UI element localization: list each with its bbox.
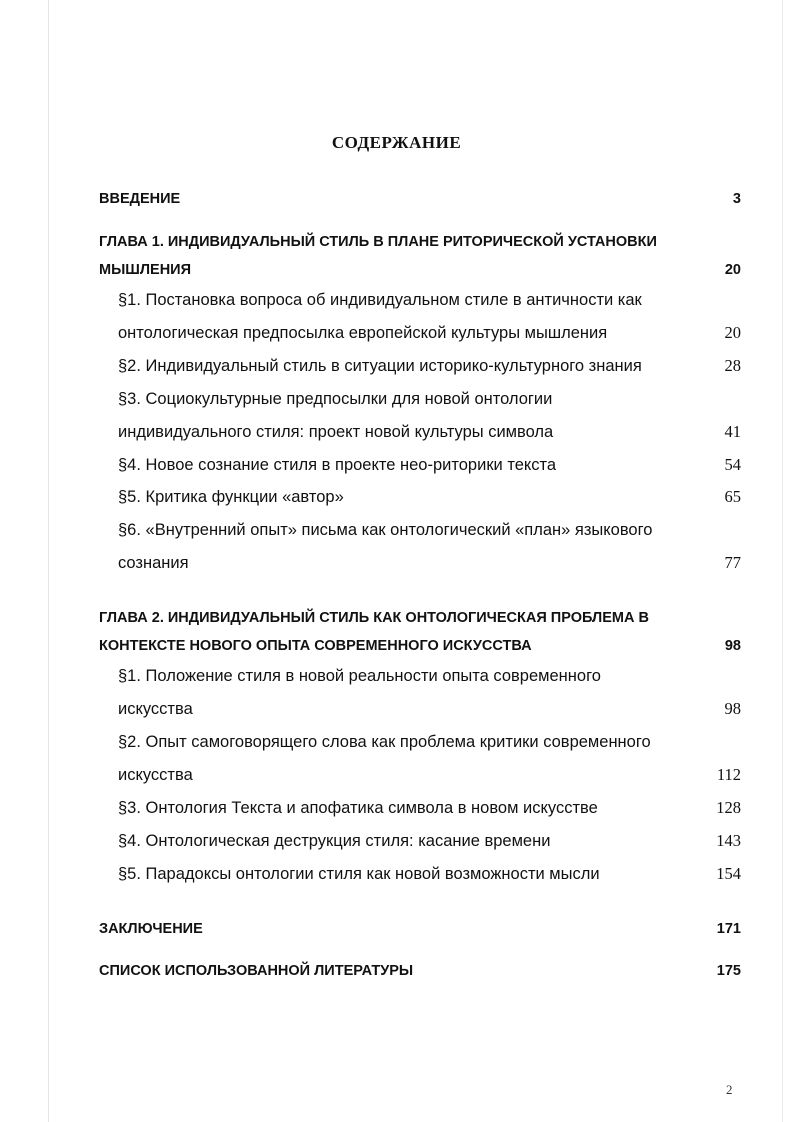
toc-page-number: 154 [716, 864, 741, 883]
toc-label: §1. Положение стиля в новой реальности опыта современного [118, 667, 601, 685]
toc-page-number: 28 [724, 356, 741, 375]
toc-label: МЫШЛЕНИЯ [99, 262, 192, 278]
scan-edge-left [48, 0, 49, 1122]
toc-page-number: 54 [724, 455, 741, 474]
toc-label: искусства [118, 766, 193, 784]
toc-page-number: 98 [724, 699, 741, 718]
toc-label: индивидуального стиля: проект новой культуры символа [118, 423, 554, 441]
toc-label: §5. Парадоксы онтологии стиля как новой возможности мысли [118, 865, 600, 883]
toc-page-number: 65 [724, 487, 741, 506]
toc-page-number: 112 [716, 765, 741, 784]
toc-label: ГЛАВА 1. ИНДИВИДУАЛЬНЫЙ СТИЛЬ В ПЛАНЕ РИТОРИЧЕСКОЙ УСТАНОВКИ [99, 234, 657, 250]
toc-label: §4. Онтологическая деструкция стиля: касание времени [118, 832, 551, 850]
toc-page-number: 20 [724, 323, 741, 342]
toc-label: §4. Новое сознание стиля в проекте нео-риторики текста [118, 456, 557, 474]
toc-page-number: 77 [724, 553, 741, 572]
toc-label: §2. Опыт самоговорящего слова как проблема критики современного [118, 733, 651, 751]
toc-label: ВВЕДЕНИЕ [99, 191, 181, 207]
toc-label: сознания [118, 554, 189, 572]
toc-page-number: 128 [716, 798, 741, 817]
toc-label: искусства [118, 700, 193, 718]
toc-page-number: 143 [716, 831, 741, 850]
toc-label: ЗАКЛЮЧЕНИЕ [99, 921, 203, 937]
scan-edge-right [782, 0, 783, 1122]
toc-label: §3. Социокультурные предпосылки для новой онтологии [118, 390, 553, 408]
toc-label: ГЛАВА 2. ИНДИВИДУАЛЬНЫЙ СТИЛЬ КАК ОНТОЛОГИЧЕСКАЯ ПРОБЛЕМА В [99, 610, 649, 626]
toc-label: §3. Онтология Текста и апофатика символа в новом искусстве [118, 799, 598, 817]
toc-page-number: 171 [716, 921, 741, 937]
toc-label: КОНТЕКСТЕ НОВОГО ОПЫТА СОВРЕМЕННОГО ИСКУССТВА [99, 638, 532, 654]
toc-label: §6. «Внутренний опыт» письма как онтологический «план» языкового [118, 521, 653, 539]
toc-page-number: 175 [716, 963, 741, 979]
toc-label: §2. Индивидуальный стиль в ситуации историко-культурного знания [118, 357, 642, 375]
toc-label: СПИСОК ИСПОЛЬЗОВАННОЙ ЛИТЕРАТУРЫ [99, 963, 414, 979]
toc-page-number: 41 [724, 422, 741, 441]
page-number: 2 [726, 1082, 733, 1097]
page-title: СОДЕРЖАНИЕ [331, 133, 462, 152]
toc-page-number: 20 [724, 262, 741, 278]
toc-label: §1. Постановка вопроса об индивидуальном стиле в античности как [118, 291, 642, 309]
toc-page-number: 98 [724, 638, 741, 654]
toc-label: §5. Критика функции «автор» [118, 488, 344, 506]
toc-label: онтологическая предпосылка европейской культуры мышления [118, 324, 608, 342]
toc-page-number: 3 [732, 191, 741, 207]
